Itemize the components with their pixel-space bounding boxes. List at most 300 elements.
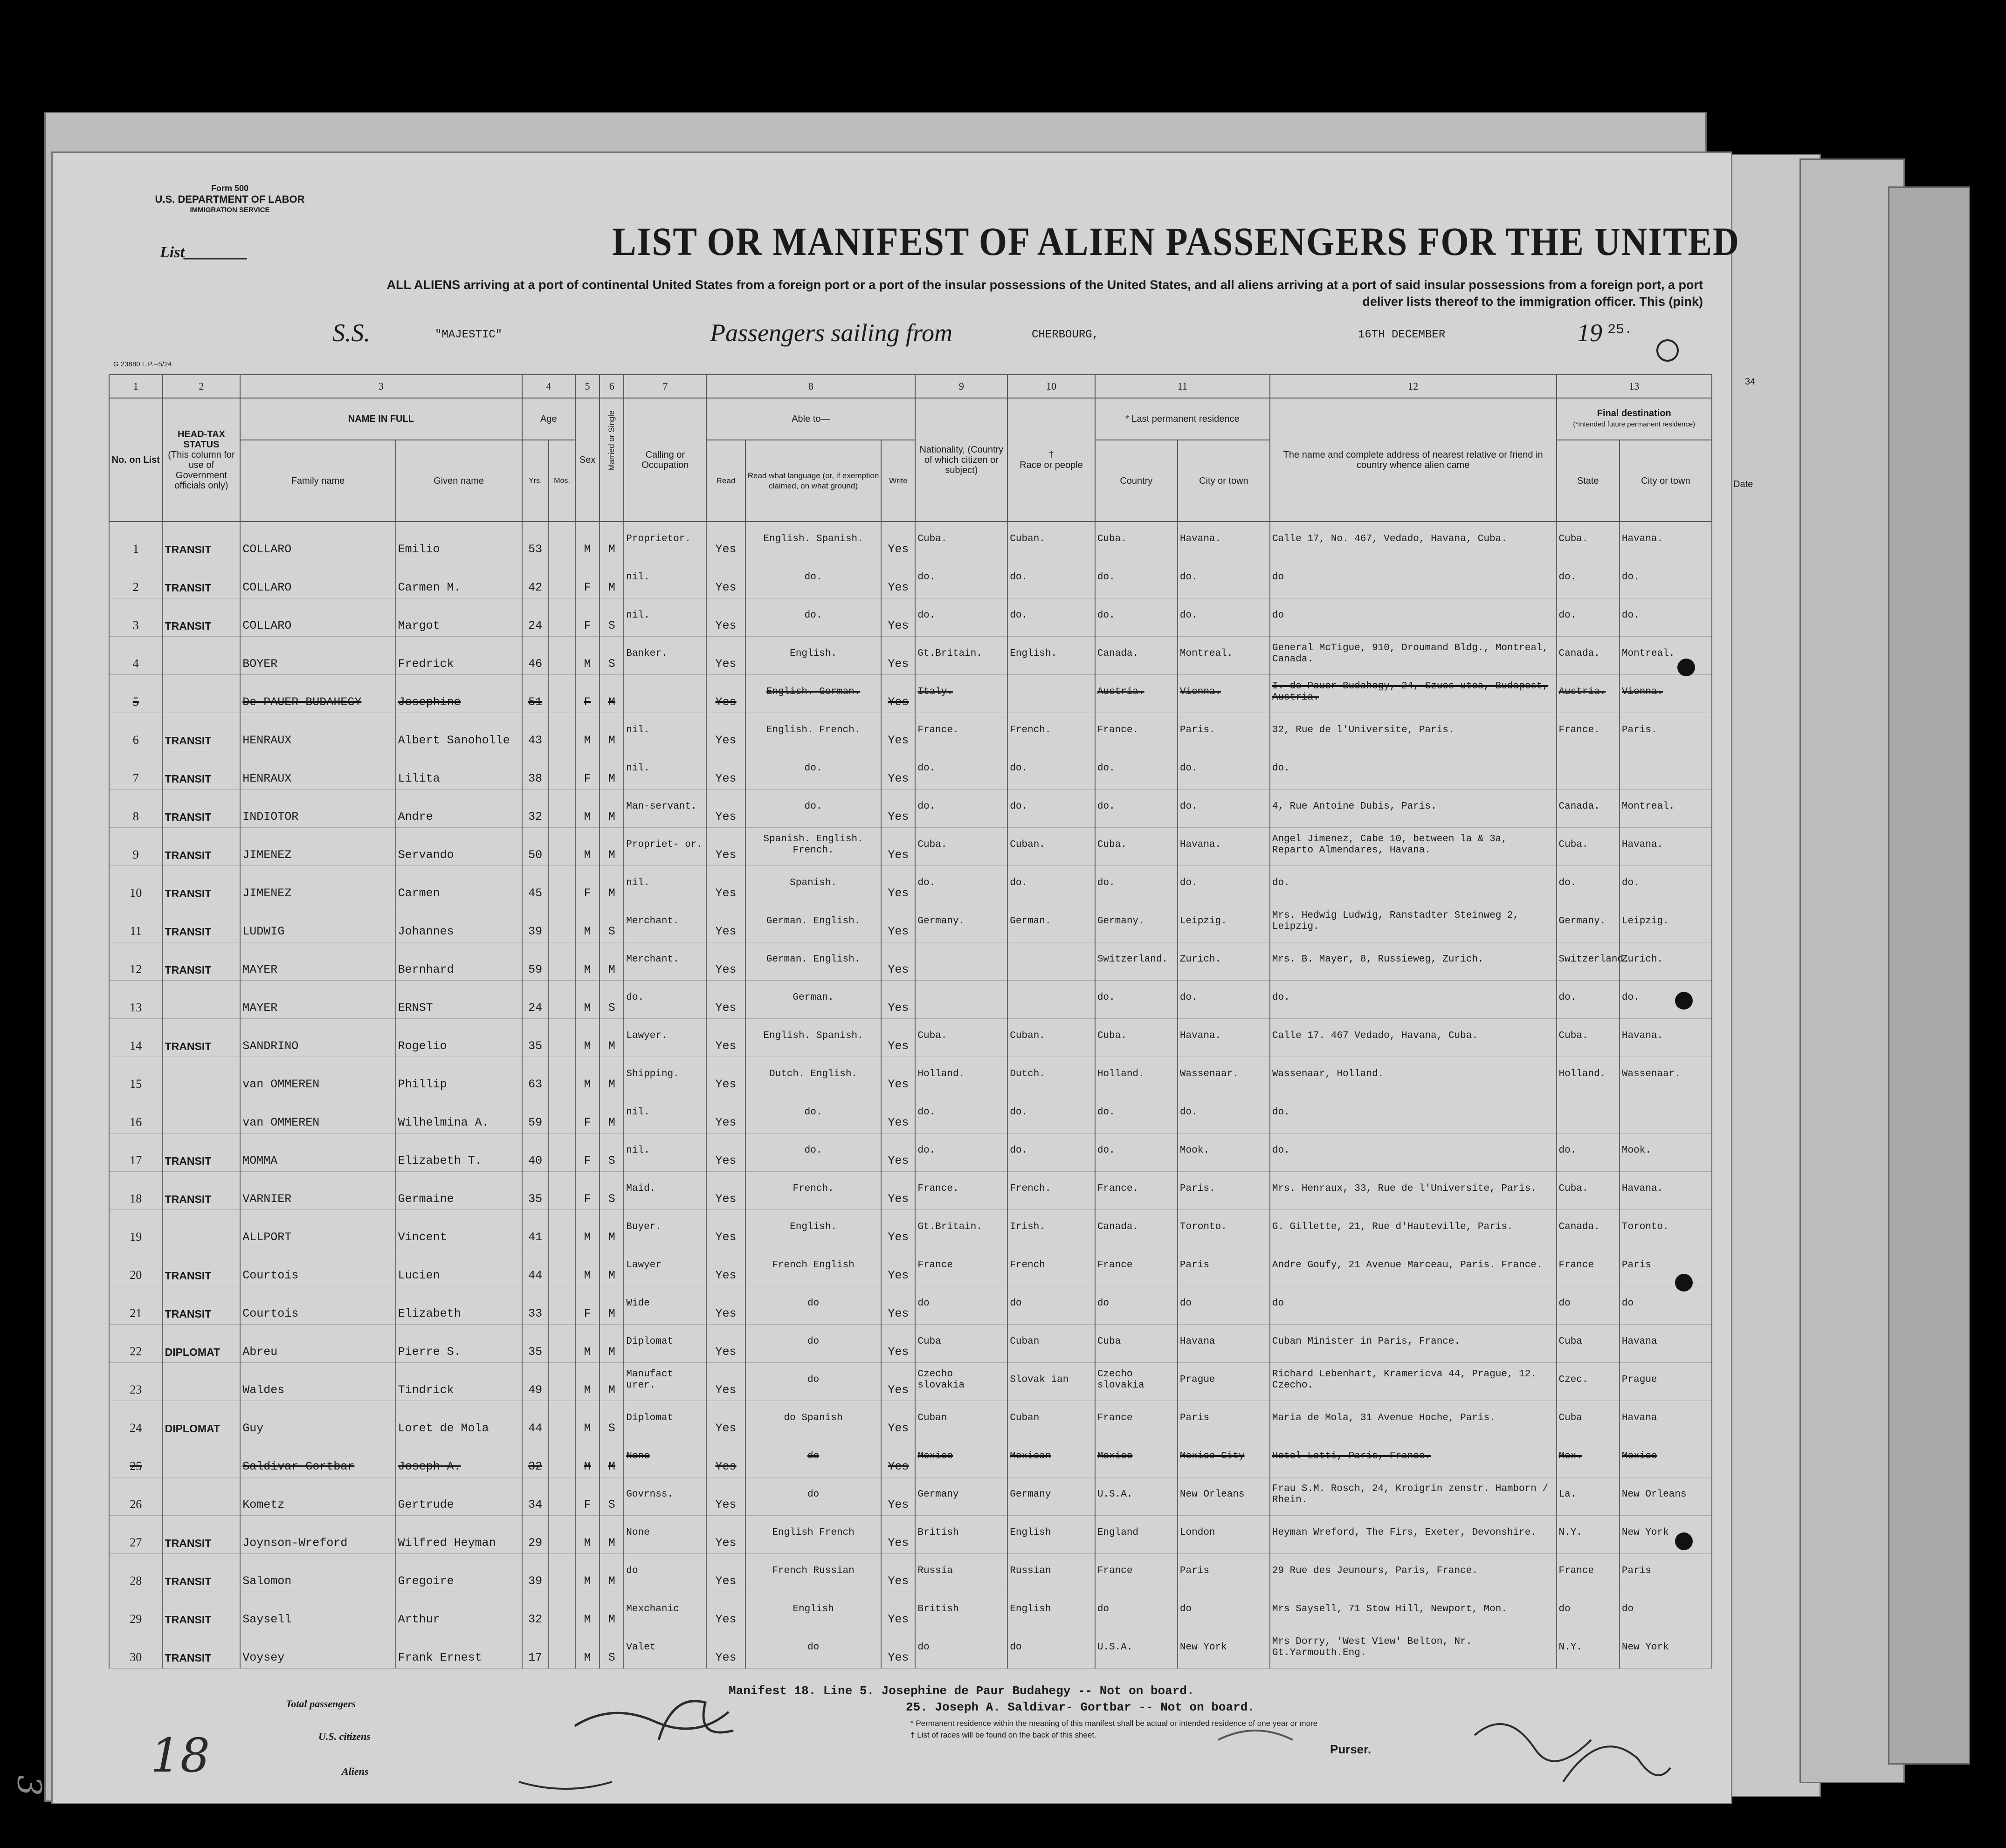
cell-no: 29	[109, 1592, 163, 1630]
cell-status: TRANSIT	[163, 1248, 241, 1286]
manifest-table-wrap	[109, 374, 1712, 1679]
cell-family: Waldes	[240, 1363, 395, 1401]
cell-dstate: N.Y.	[1557, 1630, 1620, 1669]
cell-city: Mook.	[1178, 1134, 1270, 1172]
header-relative: The name and complete address of nearest relative or friend in country whence alien came	[1270, 398, 1557, 522]
cell-dstate	[1557, 751, 1620, 790]
cell-yrs: 35	[522, 1019, 549, 1057]
cell-status	[163, 675, 241, 713]
cell-given: Elizabeth	[396, 1286, 522, 1325]
header-read: Read	[706, 440, 745, 522]
cell-relative: Mrs Saysell, 71 Stow Hill, Newport, Mon.	[1270, 1592, 1557, 1630]
cell-read: Yes	[706, 675, 745, 713]
cell-yrs: 46	[522, 637, 549, 675]
cell-dcity	[1620, 751, 1712, 790]
cell-given: Loret de Mola	[396, 1401, 522, 1439]
cell-ms: M	[600, 1019, 624, 1057]
cell-lang: English. French.	[745, 713, 882, 751]
cell-city: London	[1178, 1516, 1270, 1554]
cell-read: Yes	[706, 1554, 745, 1592]
cell-family: HENRAUX	[240, 713, 395, 751]
subtitle	[221, 276, 1703, 310]
cell-race: French	[1007, 1248, 1095, 1286]
cell-given: Pierre S.	[396, 1325, 522, 1363]
header-married-text: Married or Single	[607, 410, 616, 471]
cell-relative: Calle 17, No. 467, Vedado, Havana, Cuba.	[1270, 522, 1557, 560]
binding-ring	[1656, 339, 1679, 362]
cell-country: Cuba.	[1095, 522, 1178, 560]
cell-yrs: 38	[522, 751, 549, 790]
cell-dcity: New York	[1620, 1630, 1712, 1669]
cell-given: Frank Ernest	[396, 1630, 522, 1669]
cell-calling: nil.	[624, 866, 706, 904]
cell-write: Yes	[881, 1554, 915, 1592]
cell-status: TRANSIT	[163, 828, 241, 866]
cell-relative: do.	[1270, 981, 1557, 1019]
cell-status	[163, 1057, 241, 1095]
cell-race: Cuban	[1007, 1325, 1095, 1363]
cell-yrs: 42	[522, 560, 549, 598]
cell-yrs: 63	[522, 1057, 549, 1095]
cell-nat: do.	[915, 790, 1007, 828]
cell-lang: English	[745, 1592, 882, 1630]
cell-relative: Angel Jimenez, Cabe 10, between la & 3a, Reparto Almendares, Havana.	[1270, 828, 1557, 866]
cell-country: Cuba	[1095, 1325, 1178, 1363]
cell-write: Yes	[881, 522, 915, 560]
cell-ms: M	[600, 1286, 624, 1325]
header-given-name: Given name	[396, 440, 522, 522]
cell-relative: 4, Rue Antoine Dubis, Paris.	[1270, 790, 1557, 828]
cell-ms: M	[600, 1325, 624, 1363]
cell-status	[163, 1363, 241, 1401]
cell-read: Yes	[706, 866, 745, 904]
cell-ms: M	[600, 1095, 624, 1134]
cell-family: Kometz	[240, 1477, 395, 1516]
header-calling: Calling or Occupation	[624, 398, 706, 522]
cell-ms: S	[600, 1172, 624, 1210]
cell-dstate: Cuba.	[1557, 1172, 1620, 1210]
cell-calling: Lawyer	[624, 1248, 706, 1286]
cell-lang: do	[745, 1477, 882, 1516]
cell-given: Arthur	[396, 1592, 522, 1630]
cell-family: COLLARO	[240, 560, 395, 598]
cell-country: U.S.A.	[1095, 1630, 1178, 1669]
cell-country: Canada.	[1095, 637, 1178, 675]
cell-country: Mexico	[1095, 1439, 1178, 1477]
cell-status: TRANSIT	[163, 1554, 241, 1592]
cell-mos	[549, 1248, 575, 1286]
cell-mos	[549, 981, 575, 1019]
header-state: State	[1557, 440, 1620, 522]
cell-dcity	[1620, 1095, 1712, 1134]
cell-lang: French Russian	[745, 1554, 882, 1592]
cell-city: Paris	[1178, 1248, 1270, 1286]
cell-lang: English French	[745, 1516, 882, 1554]
voyage-row	[53, 318, 1731, 351]
cell-sex: M	[575, 522, 600, 560]
cell-ms: S	[600, 1630, 624, 1669]
cell-dcity: do	[1620, 1286, 1712, 1325]
cell-calling: nil.	[624, 1134, 706, 1172]
cell-lang: German. English.	[745, 942, 882, 981]
cell-nat: Cuban	[915, 1401, 1007, 1439]
cell-lang: do	[745, 1325, 882, 1363]
cell-family: MAYER	[240, 942, 395, 981]
cell-lang: do	[745, 1630, 882, 1669]
cell-dcity: Havana.	[1620, 1019, 1712, 1057]
cell-write: Yes	[881, 1630, 915, 1669]
cell-sex: M	[575, 713, 600, 751]
cell-lang: do.	[745, 598, 882, 637]
cell-mos	[549, 1630, 575, 1669]
cell-nat: Germany.	[915, 904, 1007, 942]
cell-yrs: 40	[522, 1134, 549, 1172]
cell-read: Yes	[706, 522, 745, 560]
cell-race: do.	[1007, 1134, 1095, 1172]
cell-given: Gertrude	[396, 1477, 522, 1516]
total-passengers-label: Total passengers	[286, 1698, 356, 1710]
aliens-label: Aliens	[342, 1766, 369, 1777]
cell-calling: Buyer.	[624, 1210, 706, 1248]
cell-ms: M	[600, 1210, 624, 1248]
cell-read: Yes	[706, 904, 745, 942]
cell-ms: M	[600, 713, 624, 751]
footer-scribbles	[53, 1684, 1731, 1800]
cell-nat: do.	[915, 1134, 1007, 1172]
cell-race: Cuban.	[1007, 828, 1095, 866]
cell-yrs: 43	[522, 713, 549, 751]
cell-lang: French.	[745, 1172, 882, 1210]
cell-relative: Richard Lebenhart, Kramericva 44, Prague, 12. Czecho.	[1270, 1363, 1557, 1401]
cell-relative: Cuban Minister in Paris, France.	[1270, 1325, 1557, 1363]
cell-read: Yes	[706, 1630, 745, 1669]
cell-write: Yes	[881, 1477, 915, 1516]
cell-no: 15	[109, 1057, 163, 1095]
cell-race: do.	[1007, 866, 1095, 904]
cell-mos	[549, 1172, 575, 1210]
cell-ms: S	[600, 1401, 624, 1439]
cell-lang: English.	[745, 1210, 882, 1248]
cell-country: England	[1095, 1516, 1178, 1554]
cell-relative: G. Gillette, 21, Rue d'Hauteville, Paris.	[1270, 1210, 1557, 1248]
cell-mos	[549, 1057, 575, 1095]
cell-calling: Shipping.	[624, 1057, 706, 1095]
header-race	[1007, 398, 1095, 522]
cell-calling: nil.	[624, 751, 706, 790]
cell-no: 12	[109, 942, 163, 981]
cell-sex: M	[575, 1630, 600, 1669]
cell-mos	[549, 866, 575, 904]
cell-status: TRANSIT	[163, 522, 241, 560]
table-row	[109, 1363, 1712, 1401]
cell-status	[163, 981, 241, 1019]
col-num-2: 2	[163, 375, 241, 398]
cell-yrs: 32	[522, 1439, 549, 1477]
header-married	[600, 398, 624, 522]
cell-ms: M	[600, 1592, 624, 1630]
cell-city: do.	[1178, 560, 1270, 598]
cell-read: Yes	[706, 1592, 745, 1630]
cell-mos	[549, 1095, 575, 1134]
cell-relative: Mrs Dorry, 'West View' Belton, Nr. Gt.Yarmouth.Eng.	[1270, 1630, 1557, 1669]
cell-dcity: Havana.	[1620, 828, 1712, 866]
cell-race: Germany	[1007, 1477, 1095, 1516]
cell-calling: nil.	[624, 1095, 706, 1134]
header-sex: Sex	[575, 398, 600, 522]
cell-no: 25	[109, 1439, 163, 1477]
cell-mos	[549, 828, 575, 866]
cell-relative: Heyman Wreford, The Firs, Exeter, Devonshire.	[1270, 1516, 1557, 1554]
cell-no: 24	[109, 1401, 163, 1439]
cell-no: 2	[109, 560, 163, 598]
cell-status	[163, 1210, 241, 1248]
cell-dstate: Holland.	[1557, 1057, 1620, 1095]
cell-read: Yes	[706, 598, 745, 637]
cell-country: do.	[1095, 981, 1178, 1019]
col-num-6: 6	[600, 375, 624, 398]
cell-no: 20	[109, 1248, 163, 1286]
cell-read: Yes	[706, 1172, 745, 1210]
cell-sex: M	[575, 1401, 600, 1439]
col-num-3: 3	[240, 375, 522, 398]
cell-nat: British	[915, 1592, 1007, 1630]
cell-nat: Czecho slovakia	[915, 1363, 1007, 1401]
cell-calling: nil.	[624, 560, 706, 598]
cell-dstate: Canada.	[1557, 1210, 1620, 1248]
cell-country: France.	[1095, 1172, 1178, 1210]
punch-hole	[1675, 1532, 1693, 1550]
cell-relative: I. de Pauer Budahegy, 24, Szucs utca, Budapest, Austria.	[1270, 675, 1557, 713]
cell-city: Havana.	[1178, 1019, 1270, 1057]
cell-ms: M	[600, 1248, 624, 1286]
cell-no: 21	[109, 1286, 163, 1325]
cell-no: 9	[109, 828, 163, 866]
cell-given: Joseph A.	[396, 1439, 522, 1477]
cell-write: Yes	[881, 866, 915, 904]
table-row	[109, 1439, 1712, 1477]
header-yrs: Yrs.	[522, 440, 549, 522]
table-row	[109, 1592, 1712, 1630]
header-write: Write	[881, 440, 915, 522]
cell-city: Montreal.	[1178, 637, 1270, 675]
cell-city: Prague	[1178, 1363, 1270, 1401]
cell-lang: Spanish. English. French.	[745, 828, 882, 866]
side-col-34: 34	[1745, 377, 1756, 387]
cell-write: Yes	[881, 1363, 915, 1401]
cell-dcity: Havana.	[1620, 522, 1712, 560]
cell-race: Mexican	[1007, 1439, 1095, 1477]
list-label-text: List	[160, 244, 185, 261]
cell-nat	[915, 942, 1007, 981]
cell-given: Phillip	[396, 1057, 522, 1095]
cell-sex: M	[575, 637, 600, 675]
cell-yrs: 53	[522, 522, 549, 560]
cell-given: Johannes	[396, 904, 522, 942]
cell-given: Elizabeth T.	[396, 1134, 522, 1172]
cell-read: Yes	[706, 1019, 745, 1057]
manifest-table	[109, 374, 1712, 1669]
header-last-residence: * Last permanent residence	[1095, 398, 1270, 440]
cell-calling: Diplomat	[624, 1401, 706, 1439]
table-row	[109, 1019, 1712, 1057]
cell-write: Yes	[881, 751, 915, 790]
cell-relative: do.	[1270, 866, 1557, 904]
header-read-language: Read what language (or, if exemption claimed, on what ground)	[745, 440, 882, 522]
table-row	[109, 1248, 1712, 1286]
cell-race: do.	[1007, 751, 1095, 790]
table-row	[109, 1516, 1712, 1554]
cell-yrs: 39	[522, 904, 549, 942]
cell-read: Yes	[706, 560, 745, 598]
cell-city: Paris	[1178, 1401, 1270, 1439]
cell-race: do.	[1007, 560, 1095, 598]
cell-no: 13	[109, 981, 163, 1019]
cell-given: Gregoire	[396, 1554, 522, 1592]
cell-relative: Mrs. B. Mayer, 8, Russieweg, Zurich.	[1270, 942, 1557, 981]
cell-sex: M	[575, 1592, 600, 1630]
cell-sex: F	[575, 598, 600, 637]
cell-status: TRANSIT	[163, 1019, 241, 1057]
cell-given: Emilio	[396, 522, 522, 560]
cell-family: VARNIER	[240, 1172, 395, 1210]
cell-status: TRANSIT	[163, 751, 241, 790]
table-row	[109, 981, 1712, 1019]
cell-read: Yes	[706, 1286, 745, 1325]
table-row	[109, 675, 1712, 713]
cell-calling: do.	[624, 981, 706, 1019]
cell-family: LUDWIG	[240, 904, 395, 942]
cell-relative: Mrs. Hedwig Ludwig, Ranstadter Steinweg 2, Leipzig.	[1270, 904, 1557, 942]
cell-race: do.	[1007, 790, 1095, 828]
cell-relative: Maria de Mola, 31 Avenue Hoche, Paris.	[1270, 1401, 1557, 1439]
cell-city: do.	[1178, 1095, 1270, 1134]
cell-dcity: Paris	[1620, 1248, 1712, 1286]
cell-nat: British	[915, 1516, 1007, 1554]
cell-read: Yes	[706, 942, 745, 981]
cell-relative: 32, Rue de l'Universite, Paris.	[1270, 713, 1557, 751]
cell-dcity: Toronto.	[1620, 1210, 1712, 1248]
cell-dcity: Mook.	[1620, 1134, 1712, 1172]
ss-label: S.S.	[332, 319, 370, 347]
cell-dcity: Zurich.	[1620, 942, 1712, 981]
cell-yrs: 59	[522, 942, 549, 981]
cell-status: TRANSIT	[163, 790, 241, 828]
cell-yrs: 59	[522, 1095, 549, 1134]
cell-dcity: New Orleans	[1620, 1477, 1712, 1516]
cell-lang: English. Spanish.	[745, 522, 882, 560]
ship-name: "MAJESTIC"	[435, 329, 503, 341]
cell-ms: S	[600, 1134, 624, 1172]
cell-write: Yes	[881, 1172, 915, 1210]
cell-race: do	[1007, 1630, 1095, 1669]
header-dest-city: City or town	[1620, 440, 1712, 522]
cell-given: Josephine	[396, 675, 522, 713]
cell-dstate: do.	[1557, 1134, 1620, 1172]
cell-given: Bernhard	[396, 942, 522, 981]
cell-given: Wilfred Heyman	[396, 1516, 522, 1554]
cell-city: Paris.	[1178, 713, 1270, 751]
cell-family: De PAUER BUDAHEGY	[240, 675, 395, 713]
cell-city: Leipzig.	[1178, 904, 1270, 942]
cell-dstate: Cuba	[1557, 1401, 1620, 1439]
cell-dstate: Germany.	[1557, 904, 1620, 942]
cell-no: 22	[109, 1325, 163, 1363]
cell-city: do.	[1178, 598, 1270, 637]
final-destination-title: Final destination	[1597, 408, 1671, 419]
punch-hole	[1675, 1274, 1693, 1292]
cell-lang: Dutch. English.	[745, 1057, 882, 1095]
cell-sex: F	[575, 1477, 600, 1516]
cell-dstate: Canada.	[1557, 637, 1620, 675]
cell-race: Irish.	[1007, 1210, 1095, 1248]
cell-sex: M	[575, 1019, 600, 1057]
cell-write: Yes	[881, 560, 915, 598]
cell-country: do	[1095, 1592, 1178, 1630]
subtitle-line2: deliver lists thereof to the immigration officer. This (pink)	[1362, 295, 1703, 309]
handwritten-manifest-number: 18	[151, 1728, 210, 1783]
table-row	[109, 866, 1712, 904]
cell-no: 11	[109, 904, 163, 942]
col-num-8: 8	[706, 375, 915, 398]
cell-dcity: do.	[1620, 560, 1712, 598]
footnote-races: † List of races will be found on the back of this sheet.	[910, 1731, 1096, 1739]
col-num-5: 5	[575, 375, 600, 398]
col-num-1: 1	[109, 375, 163, 398]
cell-read: Yes	[706, 1439, 745, 1477]
cell-read: Yes	[706, 828, 745, 866]
table-row	[109, 942, 1712, 981]
cell-dcity: do.	[1620, 598, 1712, 637]
cell-no: 23	[109, 1363, 163, 1401]
cell-dstate: France.	[1557, 713, 1620, 751]
cell-dcity: Leipzig.	[1620, 904, 1712, 942]
cell-sex: M	[575, 1057, 600, 1095]
col-num-9: 9	[915, 375, 1007, 398]
cell-family: Courtois	[240, 1248, 395, 1286]
table-row	[109, 904, 1712, 942]
page-title: LIST OR MANIFEST OF ALIEN PASSENGERS FOR THE UNITED	[612, 219, 1740, 264]
header-name-in-full: NAME IN FULL	[240, 398, 522, 440]
cell-ms: M	[600, 1439, 624, 1477]
cell-no: 28	[109, 1554, 163, 1592]
cell-country: Canada.	[1095, 1210, 1178, 1248]
cell-lang: do Spanish	[745, 1401, 882, 1439]
cell-ms: S	[600, 637, 624, 675]
cell-sex: F	[575, 675, 600, 713]
cell-sex: M	[575, 1516, 600, 1554]
cell-relative: do	[1270, 598, 1557, 637]
cell-country: Cuba.	[1095, 828, 1178, 866]
sailing-label: Passengers sailing from	[710, 319, 953, 347]
cell-status: TRANSIT	[163, 1592, 241, 1630]
table-row	[109, 1325, 1712, 1363]
cell-relative: Calle 17. 467 Vedado, Havana, Cuba.	[1270, 1019, 1557, 1057]
cell-read: Yes	[706, 637, 745, 675]
cell-sex: M	[575, 1210, 600, 1248]
manifest-header	[53, 153, 1740, 372]
cell-sex: M	[575, 1554, 600, 1592]
cell-status: TRANSIT	[163, 942, 241, 981]
cell-write: Yes	[881, 713, 915, 751]
cell-yrs: 17	[522, 1630, 549, 1669]
cell-country: Czecho slovakia	[1095, 1363, 1178, 1401]
cell-mos	[549, 1554, 575, 1592]
manifest-rows	[109, 522, 1712, 1669]
header-row-top	[109, 398, 1712, 440]
cell-lang: do.	[745, 790, 882, 828]
table-row	[109, 560, 1712, 598]
cell-write: Yes	[881, 675, 915, 713]
